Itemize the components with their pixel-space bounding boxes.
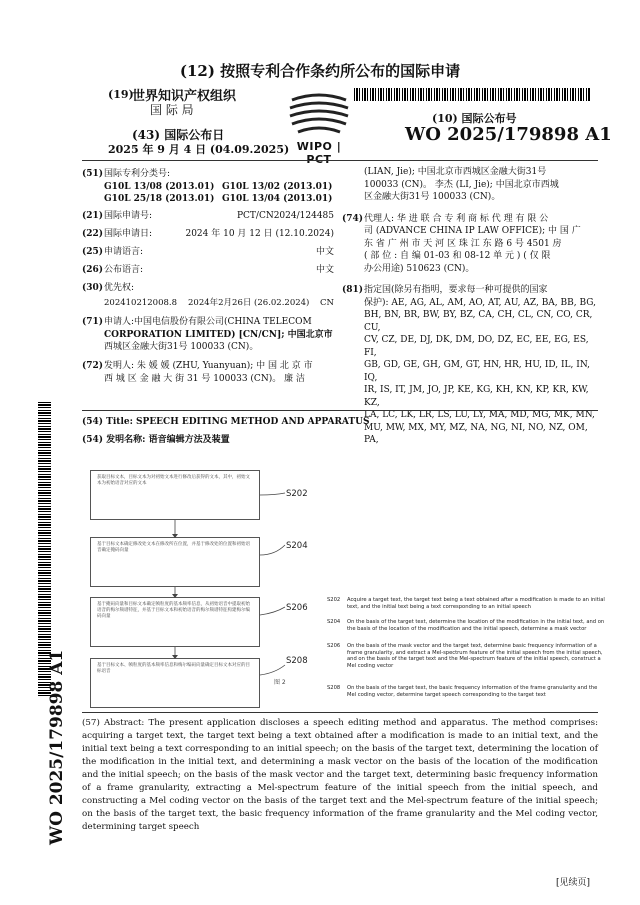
pub-date-label: (43) 国际公布日 (132, 128, 225, 142)
legend-text: On the basis of the target text, determine the location of the modification in the initial text, and on the basis of the location of the modification and the initial speech, determine a mask vector (347, 619, 605, 632)
legend-entry (327, 643, 607, 669)
wipo-emblem-icon (284, 92, 354, 136)
pub-date: 2025 年 9 月 4 日 (04.09.2025) (108, 143, 290, 156)
field-81-number: (81) (342, 285, 364, 295)
title-en: (54) Title: SPEECH EDITING METHOD AND APPARATUS (82, 417, 370, 427)
legend-code: S202 (327, 597, 341, 603)
ipc-2: G10L 13/02 (2013.01) (222, 181, 333, 192)
applicant-line: CORPORATION LIMITED) [CN/CN]; 中国北京市 (104, 329, 333, 340)
field-71-number: (71) (82, 317, 104, 327)
document-title: (12) 按照专利合作条约所公布的国际申请 (179, 62, 461, 80)
bibliographic-right (342, 166, 600, 447)
figure-caption: 图 2 (274, 679, 286, 686)
pub-number-label: (10) 国际公布号 (432, 112, 517, 125)
field-74-number: (74) (342, 213, 364, 224)
field-21-number: (21) (82, 211, 104, 221)
continued-notice: [见续页] (556, 878, 591, 888)
step-label-s208: S208 (286, 656, 308, 666)
designated-states-line: 指定国(除另有指明，要求每一种可提供的国家 (364, 285, 548, 295)
agent-line: 东 省 广 州 市 天 河 区 珠 江 东 路 6 号 4501 房 (364, 238, 562, 249)
step-label-s202: S202 (286, 489, 308, 499)
legend-code: S208 (327, 685, 341, 691)
abstract-divider (82, 712, 598, 713)
pub-number: WO 2025/179898 A1 (405, 124, 612, 145)
designated-states-line: LA, LC, LK, LR, LS, LU, LY, MA, MD, MG, MK, MN, (364, 410, 595, 420)
inventor-line: 西 城 区 金 融 大 街 31 号 100033 (CN)。 廉 洁 (104, 373, 305, 384)
flow-step-box-1: 获取目标文本，目标文本为对初始文本进行修改后获得的文本，其中，初始文本为初始语音对应的文本 (90, 470, 260, 520)
field-26-value: 中文 (315, 265, 334, 275)
side-pub-number: WO 2025/179898 A1 (47, 649, 67, 845)
field-30-label: 优先权: (104, 283, 135, 293)
inventor-cont-line: (LIAN, Jie); 中国北京市西城区金融大街31号 (364, 167, 547, 177)
agent-line: ( 部 位 : 自 编 01-03 和 08-12 单 元 ) ( 仅 限 (364, 251, 551, 261)
priority-number: 202410212008.8 (104, 298, 178, 308)
field-51-number: (51) (82, 169, 104, 179)
field-22-label: 国际申请日: (104, 229, 153, 239)
wipo-pct-text: WIPO | PCT (296, 140, 342, 166)
legend-entry (327, 597, 607, 610)
org-number: (19) (108, 88, 134, 101)
legend-code: S204 (327, 619, 341, 625)
inventor-line: 发明人: 朱 媛 媛 (ZHU, Yuanyuan); 中 国 北 京 市 (104, 361, 313, 371)
field-72-number: (72) (82, 361, 104, 371)
step-label-s206: S206 (286, 603, 308, 613)
legend-text: On the basis of the target text, the basic frequency information of the frame granularity and the Mel coding vector, determine target speech corresponding to the target text (347, 685, 598, 698)
agent-line: 代理人: 华 进 联 合 专 利 商 标 代 理 有 限 公 (364, 213, 549, 224)
flowchart-connectors (80, 465, 300, 715)
designated-states-line: IR, IS, IT, JM, JO, JP, KE, KG, KH, KN, KP, KR, KW, KZ, (364, 385, 589, 408)
legend-entry (327, 685, 607, 698)
ipc-1: G10L 13/08 (2013.01) (104, 181, 215, 192)
legend-text: Acquire a target text, the target text being a text obtained after a modification is made to an initial text, and the initial text being a text corresponding to an initial speech (347, 597, 605, 610)
applicant-line: 西城区金融大街31号 100033 (CN)。 (104, 342, 259, 352)
field-22-number: (22) (82, 229, 104, 239)
flow-step-box-2: 基于目标文本确定修改处文本在修改所在位置，并基于修改处的位置和初始语音确定掩码向量 (90, 537, 260, 587)
flow-step-box-3: 基于掩码向量和目标文本确定帧粒度的基本频率信息，从初始语音中提取初始语音的梅尔频谱特征，并基于目标文本和初始语音的梅尔频谱特征构建梅尔编码向量 (90, 597, 260, 647)
legend-text: On the basis of the mask vector and the target text, determine basic frequency information of a frame granularity, and extract a Mel-spectrum feature of the initial speech from the initial speech, and on the basis of the target text and the Mel-spectrum feature of the initial speech, construct a Mel coding vector (347, 643, 603, 669)
title-zh: (54) 发明名称: 语音编辑方法及装置 (82, 435, 230, 445)
field-25-number: (25) (82, 247, 104, 257)
inventor-cont-line: 区金融大街31号 100033 (CN)。 (364, 192, 501, 202)
designated-states-line: 保护): AE, AG, AL, AM, AO, AT, AU, AZ, BA, BB, BG, (364, 297, 596, 308)
title-divider (82, 410, 598, 411)
org-name: 世界知识产权组织 (132, 89, 237, 104)
designated-states-line: MU, MW, MX, MY, MZ, NA, NG, NI, NO, NZ, OM, PA, (364, 422, 588, 445)
field-25-value: 中文 (315, 247, 334, 257)
applicant-line: 申请人:中国电信股份有限公司(CHINA TELECOM (104, 317, 312, 327)
legend-entry (327, 619, 607, 632)
bibliographic-left (82, 168, 334, 390)
designated-states-line: GB, GD, GE, GH, GM, GT, HN, HR, HU, ID, IL, IN, IQ, (364, 360, 590, 383)
publication-barcode (354, 88, 590, 101)
flow-step-box-4: 基于目标文本、帧粒度的基本频率信息和梅尔编码向量确定目标文本对应的目标语音 (90, 658, 260, 708)
priority-country: CN (320, 298, 334, 308)
agent-line: 司 (ADVANCE CHINA IP LAW OFFICE); 中 国 广 (364, 226, 581, 236)
designated-states-line: BH, BN, BR, BW, BY, BZ, CA, CH, CL, CN, CO, CR, CU, (364, 310, 593, 333)
wipo-logo (284, 92, 354, 166)
abstract-text: (57) Abstract: The present application discloses a speech editing method and apparatus. The method comprises: acquiring a target text, the target text being a text obtained after a modification is made to an initial text, and the initial text being a text corresponding to an initial speech; on the basis of the target text, determining the location of the modification in the initial text, and determining a mask vector on the basis of the location of the modification and the initial speech; on the basis of the mask vector and the target text, determining basic frequency information of a frame granularity, extracting a Mel-spectrum feature of the initial speech from the initial speech, and constructing a Mel coding vector on the basis of the target text and the Mel-spectrum feature of the initial speech; on the basis of the target text, the basic frequency information of the frame granularity and the Mel coding vector, determining target speech (82, 718, 598, 832)
field-26-label: 公布语言: (104, 265, 144, 275)
header-divider (82, 160, 598, 161)
step-label-s204: S204 (286, 541, 308, 551)
field-21-label: 国际申请号: (104, 211, 153, 221)
ipc-4: G10L 13/04 (2013.01) (222, 194, 333, 204)
field-21-value: PCT/CN2024/124485 (236, 211, 334, 221)
field-26-number: (26) (82, 265, 104, 275)
field-51-label: 国际专利分类号: (104, 169, 171, 179)
priority-date: 2024年2月26日 (26.02.2024) (188, 298, 310, 308)
field-30-number: (30) (82, 283, 104, 293)
field-22-value: 2024 年 10 月 12 日 (12.10.2024) (185, 229, 334, 239)
inventor-cont-line: 100033 (CN)。 李杰 (LI, Jie); 中国北京市西城 (364, 179, 559, 190)
org-subtitle: 国 际 局 (150, 103, 194, 117)
field-25-label: 申请语言: (104, 247, 144, 257)
designated-states-line: CV, CZ, DE, DJ, DK, DM, DO, DZ, EC, EE, EG, ES, FI, (364, 335, 589, 358)
agent-line: 办公用途) 510623 (CN)。 (364, 263, 475, 274)
legend-code: S206 (327, 643, 341, 649)
ipc-3: G10L 25/18 (2013.01) (104, 194, 215, 204)
